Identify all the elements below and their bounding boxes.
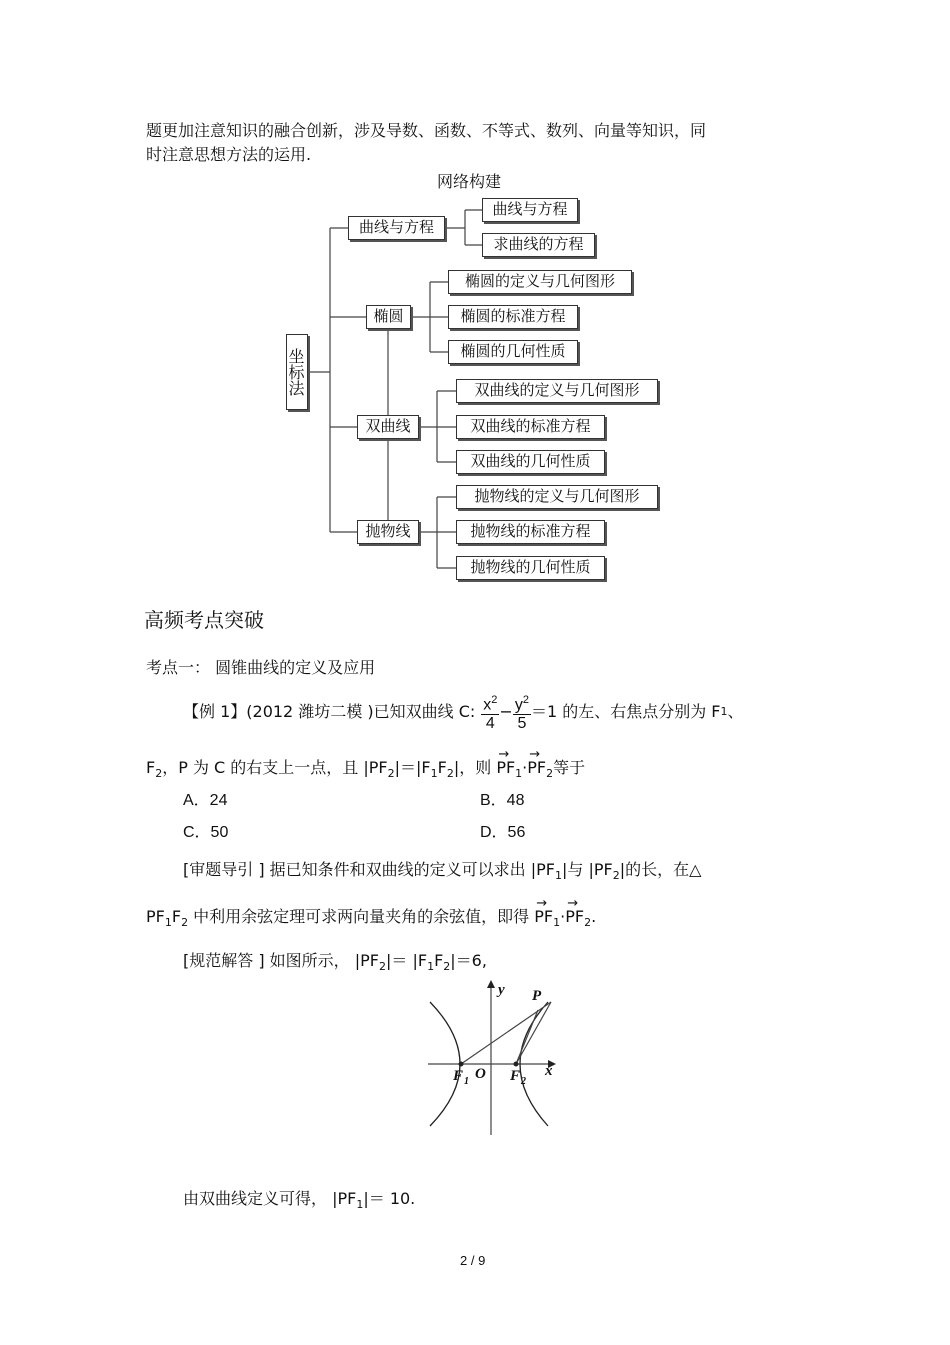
f2-label: F bbox=[510, 1068, 521, 1084]
option-a[interactable]: A．24 bbox=[183, 792, 228, 809]
mindmap-root: 坐标法 bbox=[286, 334, 308, 410]
leaf-ellipse-definition: 椭圆的定义与几何图形 bbox=[448, 270, 632, 294]
segment-f2-p bbox=[516, 1002, 551, 1064]
intro-line-2: 时注意思想方法的运用. bbox=[146, 145, 312, 164]
y-label: y bbox=[498, 982, 505, 998]
leaf-hyperbola-standard: 双曲线的标准方程 bbox=[456, 415, 605, 439]
focus-f2-point bbox=[514, 1062, 519, 1067]
guide-line-2: $PF_1F_2$ 中利用余弦定理可求两向量夹角的余弦值，即得 → $PF_1\cdot\to PF_2$. bbox=[146, 906, 596, 934]
example-line-1: 【例 1】(2012 潍坊二模 )已知双曲线 C: $\frac{x^2}{4}$ − $\frac{y^2}{5}$ ＝1 的左、右焦点分别为 F 1 、 bbox=[183, 688, 744, 736]
branch-hyperbola: 双曲线 bbox=[357, 415, 419, 439]
mindmap-connectors bbox=[0, 0, 950, 600]
branch-ellipse: 椭圆 bbox=[366, 305, 411, 329]
leaf-ellipse-standard: 椭圆的标准方程 bbox=[448, 305, 578, 329]
y-axis-arrow bbox=[487, 980, 495, 988]
focus-f1-point bbox=[459, 1062, 464, 1067]
branch-curve-equation: 曲线与方程 bbox=[348, 216, 445, 240]
example-tail: ＝1 的左、右焦点分别为 F bbox=[530, 702, 721, 721]
vector-pf1: → $PF_1$ bbox=[496, 757, 522, 785]
leaf-find-curve-equation: 求曲线的方程 bbox=[482, 233, 595, 257]
leaf-ellipse-properties: 椭圆的几何性质 bbox=[448, 340, 578, 364]
leaf-hyperbola-properties: 双曲线的几何性质 bbox=[456, 450, 605, 474]
option-d[interactable]: D．56 bbox=[480, 824, 526, 841]
x-label: x bbox=[545, 1063, 553, 1079]
minus-sign: − bbox=[499, 702, 513, 721]
vector-pf1-guide: → $PF_1$ bbox=[534, 906, 560, 934]
leaf-parabola-properties: 抛物线的几何性质 bbox=[456, 556, 605, 580]
p-label: P bbox=[532, 988, 542, 1004]
answer-line-1: [规范解答 ] 如图所示， $|PF_2|= |F_1F_2|=6$, bbox=[183, 951, 487, 974]
leaf-hyperbola-definition: 双曲线的定义与几何图形 bbox=[456, 379, 658, 403]
mindmap-title: 网络构建 bbox=[437, 172, 502, 191]
example-tag: 【例 1】(2012 潍坊二模 )已知双曲线 C: bbox=[183, 702, 476, 721]
f1-label: F bbox=[453, 1068, 464, 1084]
f1-sub: 1 bbox=[464, 1076, 469, 1087]
answer-line-2: 由双曲线定义可得， $|PF_1|= 10$. bbox=[183, 1189, 416, 1212]
intro-line-1: 题更加注意知识的融合创新，涉及导数、函数、不等式、数列、向量等知识，同 bbox=[146, 121, 707, 140]
guide-line-1: [审题导引 ] 据已知条件和双曲线的定义可以求出 $|PF_1|$与 $|PF_2|$的长，在△ bbox=[183, 860, 702, 883]
fraction-x2-over-4: $\frac{x^2}{4}$ bbox=[481, 691, 499, 733]
leaf-parabola-definition: 抛物线的定义与几何图形 bbox=[456, 485, 658, 509]
option-c[interactable]: C．50 bbox=[183, 824, 229, 841]
leaf-parabola-standard: 抛物线的标准方程 bbox=[456, 520, 605, 544]
vector-pf2-guide: → $PF_2$ bbox=[565, 906, 591, 934]
key-point-title: 考点一： 圆锥曲线的定义及应用 bbox=[146, 658, 376, 677]
f2-sub: 2 bbox=[521, 1076, 526, 1087]
option-b[interactable]: B．48 bbox=[480, 792, 525, 809]
example-line-2: $F_2$，P 为 C 的右支上一点，且 $|PF_2|=|F_1F_2|$，则 → $PF_1\cdot\to PF_2$等于 bbox=[146, 757, 585, 785]
fraction-y2-over-5: $\frac{y^2}{5}$ bbox=[513, 691, 531, 733]
branch-parabola: 抛物线 bbox=[357, 520, 419, 544]
leaf-curve-equation: 曲线与方程 bbox=[482, 198, 578, 222]
page-number: 2 / 9 bbox=[460, 1253, 486, 1268]
hyperbola-figure bbox=[420, 980, 570, 1140]
vector-pf2: → $PF_2$ bbox=[527, 757, 553, 785]
o-label: O bbox=[475, 1066, 486, 1082]
section-heading: 高频考点突破 bbox=[144, 608, 264, 632]
